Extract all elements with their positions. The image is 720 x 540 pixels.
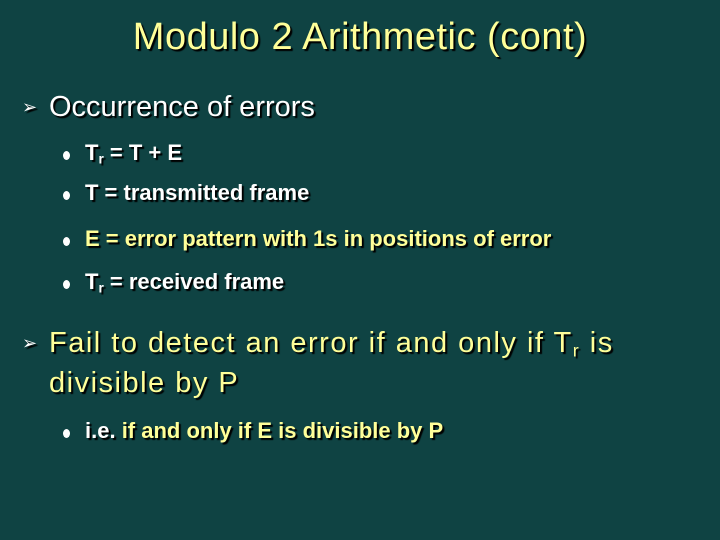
dot-bullet-icon	[63, 151, 70, 160]
bullet-text: Occurrence of errors	[49, 91, 315, 123]
dot-bullet-icon	[63, 237, 70, 246]
slide-title: Modulo 2 Arithmetic (cont)	[132, 16, 588, 58]
subbullet-text: E = error pattern with 1s in positions of error	[85, 226, 552, 251]
subbullet-text: $T_r = T + E$	[85, 140, 183, 167]
subbullet-text: T = transmitted frame	[85, 180, 310, 205]
dot-bullet-icon	[63, 280, 70, 289]
bullet-text-line1: Fail to detect an error if and only if $T_r$ is	[49, 327, 614, 361]
subbullet-text: i.e. if and only if E is divisible by P	[85, 418, 444, 443]
subbullet-text: $T_r$ = received frame	[85, 269, 285, 296]
dot-bullet-icon	[63, 429, 70, 438]
arrow-bullet-icon: ➢	[22, 97, 38, 117]
arrow-bullet-icon: ➢	[22, 333, 39, 353]
bullet-text-line2: divisible by P	[49, 367, 240, 399]
dot-bullet-icon	[63, 191, 70, 200]
